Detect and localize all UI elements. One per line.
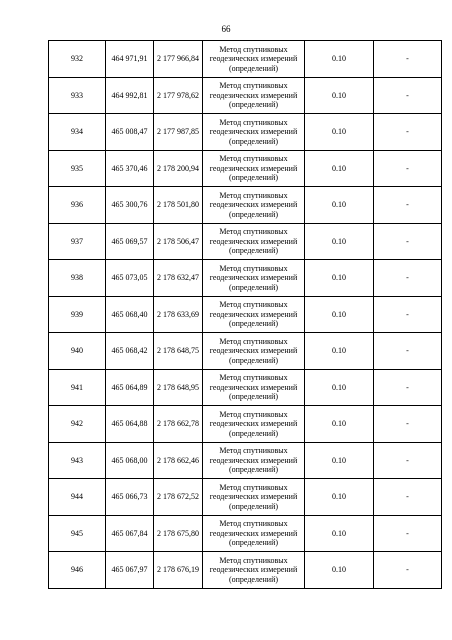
- method-cell: [203, 114, 305, 151]
- method-cell: [203, 333, 305, 370]
- method-cell: [203, 552, 305, 589]
- method-line: геодезических измерений: [209, 309, 298, 319]
- method-line: (определений): [228, 246, 279, 255]
- point-number-cell: 944: [49, 479, 106, 516]
- table-row: [49, 479, 442, 516]
- table-row: [49, 150, 442, 187]
- method-line: Метод спутниковых: [219, 555, 288, 565]
- method-line: геодезических измерений: [209, 127, 298, 136]
- note-cell: -: [374, 406, 442, 443]
- note-cell: -: [374, 260, 442, 297]
- note-cell: -: [374, 515, 442, 552]
- accuracy-cell: 0.10: [305, 406, 374, 443]
- x-coordinate-cell: 465 064,88: [106, 406, 154, 443]
- method-line: (определений): [228, 355, 279, 365]
- method-line: геодезических измерений: [209, 200, 298, 209]
- y-coordinate-cell: 2 178 662,46: [154, 442, 203, 479]
- method-line: геодезических измерений: [209, 346, 298, 355]
- accuracy-cell: 0.10: [305, 187, 374, 224]
- method-line: Метод спутниковых: [219, 373, 288, 382]
- method-line: (определений): [228, 282, 279, 292]
- method-line: Метод спутниковых: [219, 44, 288, 54]
- accuracy-cell: 0.10: [305, 333, 374, 370]
- method-line: (определений): [228, 538, 279, 547]
- method-cell: [203, 223, 305, 260]
- table-row: [49, 406, 442, 443]
- accuracy-cell: 0.10: [305, 442, 374, 479]
- accuracy-cell: 0.10: [305, 150, 374, 187]
- method-line: (определений): [228, 465, 279, 474]
- note-cell: -: [374, 150, 442, 187]
- method-line: геодезических измерений: [209, 492, 298, 501]
- method-line: (определений): [228, 173, 279, 182]
- note-cell: -: [374, 187, 442, 224]
- accuracy-cell: 0.10: [305, 296, 374, 333]
- x-coordinate-cell: 465 066,73: [106, 479, 154, 516]
- accuracy-cell: 0.10: [305, 41, 374, 78]
- accuracy-cell: 0.10: [305, 369, 374, 406]
- point-number-cell: 939: [49, 296, 106, 333]
- method-line: (определений): [228, 319, 279, 328]
- point-number-cell: 938: [49, 260, 106, 297]
- x-coordinate-cell: 465 008,47: [106, 114, 154, 151]
- method-line: геодезических измерений: [209, 565, 298, 574]
- note-cell: -: [374, 479, 442, 516]
- y-coordinate-cell: 2 178 676,19: [154, 552, 203, 589]
- table-row: [49, 552, 442, 589]
- method-line: (определений): [228, 428, 279, 438]
- table-row: [49, 223, 442, 260]
- note-cell: -: [374, 223, 442, 260]
- x-coordinate-cell: 465 067,84: [106, 515, 154, 552]
- method-line: геодезических измерений: [209, 382, 298, 392]
- x-coordinate-cell: 465 068,42: [106, 333, 154, 370]
- x-coordinate-cell: 465 069,57: [106, 223, 154, 260]
- table-row: [49, 515, 442, 552]
- y-coordinate-cell: 2 178 632,47: [154, 260, 203, 297]
- point-number-cell: 940: [49, 333, 106, 370]
- method-cell: [203, 296, 305, 333]
- method-line: геодезических измерений: [209, 528, 298, 538]
- point-number-cell: 935: [49, 150, 106, 187]
- method-cell: [203, 406, 305, 443]
- method-line: Метод спутниковых: [219, 227, 288, 236]
- x-coordinate-cell: 465 067,97: [106, 552, 154, 589]
- y-coordinate-cell: 2 178 672,52: [154, 479, 203, 516]
- method-line: (определений): [228, 392, 279, 401]
- method-line: (определений): [228, 501, 279, 511]
- method-line: (определений): [228, 100, 279, 109]
- method-line: геодезических измерений: [209, 236, 298, 246]
- point-number-cell: 946: [49, 552, 106, 589]
- method-line: Метод спутниковых: [219, 117, 288, 127]
- method-line: Метод спутниковых: [219, 336, 288, 346]
- point-number-cell: 934: [49, 114, 106, 151]
- table-row: [49, 260, 442, 297]
- point-number-cell: 941: [49, 369, 106, 406]
- y-coordinate-cell: 2 178 675,80: [154, 515, 203, 552]
- point-number-cell: 933: [49, 77, 106, 114]
- note-cell: -: [374, 114, 442, 151]
- y-coordinate-cell: 2 178 501,80: [154, 187, 203, 224]
- x-coordinate-cell: 465 064,89: [106, 369, 154, 406]
- method-line: (определений): [228, 136, 279, 146]
- method-cell: [203, 479, 305, 516]
- note-cell: -: [374, 552, 442, 589]
- method-line: геодезических измерений: [209, 54, 298, 63]
- method-line: геодезических измерений: [209, 455, 298, 465]
- method-cell: [203, 369, 305, 406]
- method-line: Метод спутниковых: [219, 446, 288, 455]
- point-number-cell: 943: [49, 442, 106, 479]
- x-coordinate-cell: 465 073,05: [106, 260, 154, 297]
- note-cell: -: [374, 442, 442, 479]
- x-coordinate-cell: 465 370,46: [106, 150, 154, 187]
- note-cell: -: [374, 77, 442, 114]
- accuracy-cell: 0.10: [305, 260, 374, 297]
- table-row: [49, 296, 442, 333]
- note-cell: -: [374, 369, 442, 406]
- coordinates-table: [48, 40, 442, 589]
- accuracy-cell: 0.10: [305, 479, 374, 516]
- table-row: [49, 442, 442, 479]
- x-coordinate-cell: 465 300,76: [106, 187, 154, 224]
- point-number-cell: 932: [49, 41, 106, 78]
- method-line: геодезических измерений: [209, 419, 298, 428]
- y-coordinate-cell: 2 177 966,84: [154, 41, 203, 78]
- method-line: геодезических измерений: [209, 163, 298, 173]
- method-cell: [203, 77, 305, 114]
- y-coordinate-cell: 2 177 978,62: [154, 77, 203, 114]
- method-line: Метод спутниковых: [219, 154, 288, 163]
- note-cell: -: [374, 296, 442, 333]
- table-row: [49, 41, 442, 78]
- accuracy-cell: 0.10: [305, 223, 374, 260]
- method-cell: [203, 150, 305, 187]
- x-coordinate-cell: 464 992,81: [106, 77, 154, 114]
- table-row: [49, 114, 442, 151]
- method-line: Метод спутниковых: [219, 190, 288, 200]
- point-number-cell: 937: [49, 223, 106, 260]
- point-number-cell: 936: [49, 187, 106, 224]
- method-line: (определений): [228, 63, 279, 73]
- coordinates-table-body: [49, 41, 442, 589]
- table-row: [49, 77, 442, 114]
- accuracy-cell: 0.10: [305, 552, 374, 589]
- method-cell: [203, 442, 305, 479]
- y-coordinate-cell: 2 178 648,75: [154, 333, 203, 370]
- y-coordinate-cell: 2 178 633,69: [154, 296, 203, 333]
- y-coordinate-cell: 2 178 506,47: [154, 223, 203, 260]
- method-line: Метод спутниковых: [219, 409, 288, 419]
- table-row: [49, 187, 442, 224]
- method-cell: [203, 187, 305, 224]
- method-line: (определений): [228, 209, 279, 219]
- accuracy-cell: 0.10: [305, 77, 374, 114]
- method-cell: [203, 260, 305, 297]
- method-line: Метод спутниковых: [219, 519, 288, 528]
- note-cell: -: [374, 333, 442, 370]
- table-row: [49, 369, 442, 406]
- point-number-cell: 945: [49, 515, 106, 552]
- y-coordinate-cell: 2 178 200,94: [154, 150, 203, 187]
- method-cell: [203, 515, 305, 552]
- method-line: геодезических измерений: [209, 90, 298, 100]
- method-line: геодезических измерений: [209, 273, 298, 282]
- y-coordinate-cell: 2 177 987,85: [154, 114, 203, 151]
- x-coordinate-cell: 464 971,91: [106, 41, 154, 78]
- y-coordinate-cell: 2 178 662,78: [154, 406, 203, 443]
- method-line: Метод спутниковых: [219, 482, 288, 492]
- y-coordinate-cell: 2 178 648,95: [154, 369, 203, 406]
- point-number-cell: 942: [49, 406, 106, 443]
- table-row: [49, 333, 442, 370]
- accuracy-cell: 0.10: [305, 114, 374, 151]
- x-coordinate-cell: 465 068,00: [106, 442, 154, 479]
- method-line: Метод спутниковых: [219, 81, 288, 90]
- method-line: Метод спутниковых: [219, 300, 288, 309]
- page-number: 66: [221, 24, 231, 34]
- accuracy-cell: 0.10: [305, 515, 374, 552]
- method-line: (определений): [228, 574, 279, 584]
- method-cell: [203, 41, 305, 78]
- note-cell: -: [374, 41, 442, 78]
- x-coordinate-cell: 465 068,40: [106, 296, 154, 333]
- method-line: Метод спутниковых: [219, 263, 288, 273]
